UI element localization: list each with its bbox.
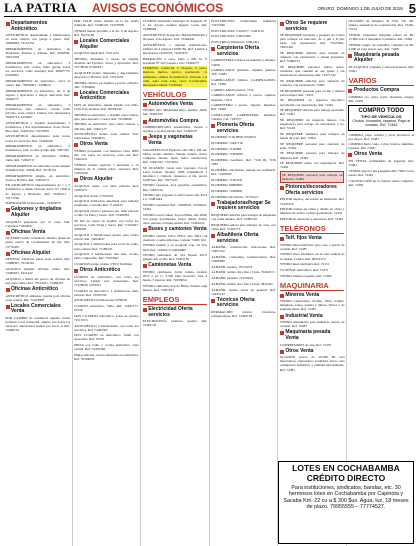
classified-ad: PINTOR en interiores y exteriores. Ref. 72481	[279, 216, 344, 221]
classified-ad: VENDO una vagoneta Land Cruiser año 2014 a 2. 72481444	[142, 193, 208, 202]
bullet-square-icon	[211, 299, 215, 303]
category-heading-text: Electricidad Oferta servicios	[148, 306, 193, 318]
category-heading	[6, 287, 71, 293]
category-heading	[211, 298, 276, 309]
category-heading	[280, 236, 345, 242]
category-heading-text: Técnicos Oferta servicios	[216, 296, 255, 309]
bullet-square-icon	[211, 234, 215, 238]
category-heading-text: Locales Comerciales Anticrético	[79, 89, 130, 102]
category-heading-text: Buses y camiones Venta	[148, 226, 207, 233]
classified-ad: COMPRO oro, plata, joyas, monedas, relojes. Ref. 72481	[348, 94, 415, 103]
classified-ad: SE REQUIERE personal ambos sexos, vendedor, que cuenten en sus ganas y sin experiencias, interesados, Ref. 72471742	[279, 65, 345, 78]
category-heading	[348, 53, 414, 64]
category-heading	[143, 263, 208, 269]
classified-ad: DEPARTAMENTO en anticrético, 3 dormitorios, sala, cocina, baño, garaje, todos los servicios. Calle Azurduy, Ref. 69997773, 65429991	[5, 60, 71, 78]
classified-ad: TIENDA, mezanine y cuarto de alquiler Avenida del Ejército, Sucre y Ayacucho. Ref. 52778918, 67300031	[74, 56, 139, 70]
bullet-square-icon	[74, 178, 78, 182]
classified-ad: CUARTO en anticrético, 2 dormitorios, baño privado. Ref. 72455558	[74, 288, 139, 297]
classified-ad: TV/SEÑAL anticrético, Ref. 72473	[279, 267, 329, 272]
classified-ad: OCASIÓN vendo consultorio médico dental en pleno centro de Cochabamba 49 m2. Ref. 72776435	[5, 236, 71, 249]
classified-ad: CARPINTERÍA trabajos en muebles y madera. 72496	[211, 58, 276, 67]
category-heading	[143, 102, 208, 108]
promo-title: LOTES EN COCHABAMBA CRÉDITO DIRECTO	[292, 463, 400, 483]
classified-ad: TIENDA en anticrético para varios rubros, a 200 mts. Ref. 72401127	[74, 122, 139, 131]
classified-ad: VENDO maquinaria para industria, precio de ocasión. Ref. 72481	[279, 320, 345, 329]
category-heading-text: Locales Comerciales Alquiler	[79, 37, 130, 50]
classified-ad: DOY CUARTO en anticrético, Junín con Ayacucho. Ref. 52555	[74, 333, 139, 342]
classified-ad: SE ALQUILA volqueta y retroexcavadora. Ref. 72401	[348, 65, 415, 74]
category-heading	[280, 293, 345, 299]
classified-ad: ANTICRÉTICO o alquiler habitaciones, edificio de 4 plantas 10.000 Bs. Ref. Llamar a interesados 72455555, 76165333	[142, 42, 208, 55]
classified-ad: DOY en anticrético tienda amplia con baño, Calle 6 de Octubre. Ref. 69594342	[74, 102, 139, 111]
classified-ad: DEPARTAMENTO en anticrético Oblitas, Junín. Ref. 72462717	[5, 153, 71, 163]
category-heading-text: Productos Compra	[353, 87, 399, 94]
bullet-square-icon	[143, 103, 147, 107]
category-heading	[6, 251, 71, 257]
classified-ad: ALBAÑIL realiza obra fina y bruta. 72404313	[211, 270, 275, 275]
classified-ad: PARA señorita, cuarto amoblado en anticrético. Ref. 76104033	[74, 352, 139, 362]
classified-ad: CAPILLANOS CARPINTERO, muebles, vidriera. Cel. 7185577	[211, 113, 276, 122]
bullet-square-icon	[348, 89, 352, 93]
column-4	[210, 19, 279, 546]
category-heading-text: Jeeps y vagonetas Venta	[148, 134, 193, 146]
category-heading-text: Oficinas Venta	[11, 228, 46, 235]
classified-ad: SE DA en cuarto en alquiler con todos los servicios, Calle Tarija y Sucre. Ref. 71102947, 5258916	[74, 218, 139, 231]
classified-ad: DEPARTAMENTO en anticrético, Av. 6 de Agosto y Ayacucho, a mayor anticresis. Ref. 76404777	[5, 88, 71, 101]
dateline: ORURO, DOMINGO 1 DE JULIO DE 2018	[317, 5, 403, 11]
classified-ad: PLOMERO. 74447116	[211, 141, 243, 146]
category-heading	[74, 91, 139, 102]
category-heading	[280, 21, 345, 32]
category-heading	[211, 123, 276, 134]
category-heading-text: Maquinaria pesada Venta	[285, 329, 331, 341]
classified-ad: PINTOR trabajo en calles y diseño en obras y limpieza de vidrio, trabajo garantizado. 72151	[279, 207, 345, 216]
category-heading-text: Albañilería Oferta servicios	[216, 232, 259, 244]
classified-ad: SE REQUIERE de urgencia mesero con experiencia para trabajo en restaurante y no. Ref. 72148	[279, 118, 345, 131]
category-heading-text: Galpones y tinglados Alquiler	[11, 206, 62, 218]
category-heading	[143, 307, 208, 318]
category-heading-text: Otros Se requiere servicios	[285, 20, 328, 32]
boxed-ad-line: Chutos, chocados, rayados. Pago al contado. Ref. 72481	[352, 119, 411, 128]
bullet-square-icon	[280, 331, 284, 335]
classified-ad: SE REQUIERE señorita para trabajar en cafetería con experiencia y buena presencia. Ref. 72486133	[279, 51, 345, 64]
bullet-square-icon	[6, 252, 10, 256]
classified-ad: PLOMERO. 69680967	[211, 183, 243, 188]
bullet-square-icon	[280, 350, 284, 354]
boxed-ad	[348, 105, 414, 131]
bullet-square-icon	[143, 264, 147, 268]
category-heading-text: Otros Alquiler	[79, 176, 113, 183]
category-heading-text: Carpintería Oferta servicios	[216, 45, 260, 57]
classified-ad: SE REQUIERE señorita para trabajo en tienda. Ref. 72401	[279, 108, 345, 117]
classified-ad: VENDO camión Volvo FH12, año 2004 con cuadrado o semi-remolque. Celular 72405 102	[142, 233, 208, 242]
classified-ad: ELECTRICISTA 71102477, 72401152	[211, 28, 264, 33]
classified-ad: ANTICRÉTICO o alquiler departamento 3 dormitorios y dos departamentos. Zona Norte. Pino. Ref. 72403104, 72233959	[5, 120, 71, 133]
classified-ad: PLOMERO. 7140068	[211, 146, 242, 151]
classified-ad: COMPRO fierro viejo, cobre, bronce, aluminio, baterías. Ref. 72481	[348, 142, 415, 151]
classified-ad: COMPRO/RECOJO automóviles, chutos o rayados y en mal estado. Ref. 72463107	[142, 125, 208, 134]
classified-ad: SE REQUIERE ayudante o pasajera de cocina para trabajar en mercado, de 2 pm a 8 pm, edad, con experiencia, Ref. 76125461, 76421491	[279, 33, 345, 50]
category-heading	[211, 46, 276, 57]
header-rule	[4, 16, 416, 17]
bullet-square-icon	[348, 54, 352, 58]
section-title: AVISOS ECONÓMICOS	[92, 1, 224, 15]
classified-ad: VENDO Chancadora, molino, filtro, bomba, máquinas, saltos, batería y dinero. Varios y de segunda mano. Ref. 72407	[279, 299, 345, 312]
section-heading: VARIOS	[348, 76, 414, 86]
classified-ad: CUARTOS garaje, planta. VIVO Terminal	[74, 262, 132, 266]
classified-ad: VENDO camioneta de 5x4 Nissan 2013, guinea sólo el año, Ref. 72401150	[142, 253, 208, 262]
category-heading	[211, 233, 276, 244]
classified-ad: CUARTO en anticrético, con todos los servicios. Llamar solo interesados. Ref. 71178040, 5253421	[74, 274, 139, 287]
category-heading	[74, 142, 139, 148]
classified-ad: SE OCASIÓN vendo una vagoneta Toyota Land Cruiser modelo 1980 rehabilitada a mecánica y cómoda, repuestos al día, precio 6.000 $us. Ref. 70573125	[142, 165, 208, 182]
bullet-square-icon	[143, 308, 147, 312]
classified-ad: POR VIAJE vendo tiendas en la Av. Adela Zamudio. Ref. 72460125, 72475008	[74, 19, 139, 28]
category-heading-text: Mineros Venta	[285, 291, 320, 298]
classified-ad: EN VENTA combustible de segunda. Ref. 72481	[348, 159, 415, 168]
category-heading-text: Pintores/decoradores Oferta servicios	[285, 184, 337, 196]
bullet-square-icon	[211, 202, 215, 206]
classified-ad: ALQUILO tienda Ref. 72511161	[74, 51, 120, 56]
classified-ad: CUARTO anticrético Pedregal de Sapiquia N° 4, Av. Agosto esquina Ignacio León. Ref. 72408904	[142, 19, 208, 32]
classified-ad: DEPARTAMENTO en anticrético, 2 dormitorios, sala comedor, cocina, baño privado, zona central. Llamar solo interesados 76403713, 6159207	[5, 102, 71, 119]
classified-ad: PIEZA con baño y cocina anticrético zona central. Ref. 72455566	[74, 343, 139, 352]
classified-ad: VENDO propiedad, con hermosa vista, 8000 m2, con todos los servicios, zona sud. Ref. 72404121	[74, 149, 139, 162]
category-heading-text: Otros Venta	[285, 347, 314, 354]
section-heading: EMPLEOS	[143, 295, 208, 305]
classified-ad: TIENDA céntrica en alquiler a precio cómodo. Telf. 71300466	[74, 80, 139, 89]
classified-ad: ALBAÑIL, contratista, construcciones. Ref. 72466060	[211, 255, 276, 264]
classified-ad: CARPINTERO a precio, cúpulas, muebles. Ref. 72481	[211, 103, 276, 112]
classified-ad: ALQUILO cuarto con baño privado. Ref. 72465271	[74, 183, 139, 192]
classified-ad: VENDO línea telefónica Ref. 72151	[279, 262, 330, 267]
classified-ad: VENDO terreno agrícola 5 hectáreas a 15 minutos de la ciudad sobre carretera. Ref. 72455566	[74, 162, 139, 176]
category-heading	[74, 177, 139, 183]
classified-ad: VENDO equipo de soldadura completo en Bs. 2.000 en todo precio solo. Ref. 72481	[348, 42, 415, 51]
classified-ad: ALBAÑIL realizo obras en general. Ref. 72445122	[211, 287, 276, 296]
category-heading	[143, 227, 208, 233]
classified-ad: PLOMERO electricista. 73153121	[211, 194, 259, 199]
category-heading-text: Oficinas Alquiler	[11, 249, 51, 256]
classified-ad: REQUIERO señorita para trabajar de empleada con cama adentro. Ref. 72485130	[211, 213, 276, 222]
classified-ad: ALBAÑIL experto. 76131074	[211, 264, 253, 269]
boxed-ad-line: TIPO DE VEHÍCULOS	[361, 113, 402, 119]
classified-ad: ALQUILO galponera por la zona Sud. Celulares 72404051	[5, 219, 71, 228]
classified-ad: ELECTRICISTA, plomero, gasista. Ref. 72462143	[142, 319, 208, 328]
classified-ad: VENDO camión y su acoplado Cap. 32 Ton, mod. Ref. 72461013, 69230080	[142, 243, 208, 252]
category-heading-text: Automóviles Compra	[148, 117, 199, 124]
category-heading-text: Automóviles Venta	[148, 100, 193, 107]
bullet-square-icon	[211, 47, 215, 51]
classified-ad: ANTICRÉTICO habitaciones 5258945	[74, 298, 128, 303]
category-heading-text: Maquinaria pesada Alquiler	[353, 51, 399, 64]
category-heading	[6, 21, 71, 32]
section-heading: TELÉFONOS	[280, 224, 345, 234]
classified-ad: ANTICRÉTICO departamento y habitaciones en zona central, con garaje a gusto. Telf. 76840063, 72112234	[5, 33, 71, 46]
classified-ad: SE REQUIERE personal para atención de sello. 72402	[279, 141, 345, 150]
category-heading	[74, 39, 139, 50]
classified-ad: VENDO negocio del Lengüete Alto 7000 con tu estufa. Ref. 72481	[348, 168, 415, 177]
category-heading-text: Otros Anticrético	[79, 267, 121, 274]
classified-ad: DEPARTAMENTO en anticrético zona antiguo Terminal, Ref. 25846, Ref. 76136116	[5, 163, 71, 172]
category-heading-text: Camionetas Venta	[148, 262, 192, 269]
classified-ad: PINTOR experto, decorador en interiores. Ref. 72455516	[279, 197, 345, 206]
category-heading-text: Oficinas Anticrético	[11, 285, 59, 292]
classified-ad: ANTICRÉTICO tienda zona central. Solo interesados. 72463823	[74, 132, 139, 141]
section-heading: MAQUINARIA	[280, 281, 345, 291]
bullet-square-icon	[74, 40, 78, 44]
classified-ad: ELECTRICISTA 710051966	[211, 34, 251, 39]
classified-ad: BARRACÓN a cona, baño a 600 m. Y Gardenia N° 225 Lupata a sólo 72402277	[142, 56, 208, 65]
classified-ad: VENDO Land Cruiser Toyota Hilux, año 2009, con garaje documentos, motor diésel, Tacna, cinco puertas, en buen estado, Ref. 72461016	[142, 212, 208, 225]
bullet-square-icon	[74, 269, 78, 273]
masthead: LA PATRIA	[4, 0, 77, 15]
classified-ad: SE REQUIERE vendedor para trabajar en tienda de ropa. Ref. 72402	[279, 131, 345, 140]
classified-ad: ALQUILO cuarto 77165478	[74, 193, 113, 198]
boxed-ad-line: COMPRO TODO	[358, 108, 405, 114]
classified-ad: VENDO cualquiera máquina entera en Bs. 15.000 todo 3 máquinas 3 pulidora. Ref. 72481	[348, 32, 415, 41]
category-heading	[143, 135, 208, 146]
category-heading	[280, 185, 345, 196]
classified-ad: PLOMERO. 71906960	[211, 152, 243, 157]
category-heading	[348, 88, 414, 94]
classified-ad: ALQUILO amplias oficinas centro. Ref. 72485637, 5221422	[5, 267, 71, 276]
classified-ad: ALBAÑIL realiza obra fina y bruta. 4811092	[211, 281, 273, 286]
classified-ad: CARPILLANOS vidriera a precio, cúpulas, muebles. 72411	[211, 93, 276, 102]
classified-ad: TIENDA en anticrético o alquiler zona central, apto para deposito o venta. Ref. 76130096	[74, 112, 139, 121]
classified-ad: ALQUILO 2 habitaciones una sala, cocina, baño compartido. Ref. 72104561	[74, 252, 139, 261]
classified-ad: VENDO auto Mitsubishi Rejo, modelo 2004, full. 72461045	[142, 108, 208, 117]
classified-ad: SE REQUIERE personal para cocina y mesera para trabajar. Ref. 72451	[279, 88, 345, 97]
bullet-square-icon	[6, 305, 10, 309]
classified-ad: HABITACIÓN Sobrevenida - 72465070	[5, 201, 61, 206]
category-heading-text: Locales Comerciales Venta	[11, 302, 61, 315]
category-heading	[280, 349, 345, 355]
classified-ad: ALQUILO habitación amoblada para señorita estudiante, con baño Ref. 71120333	[74, 199, 139, 208]
classified-ad: PLOMERO. 71403321	[211, 177, 243, 182]
bullet-square-icon	[280, 237, 284, 241]
highlighted-ad: SE REQUIERE personal para trabajar en farmacia, 72484	[280, 171, 345, 183]
category-heading-text: Industrial Venta	[285, 312, 323, 319]
classified-ad: POR CAMBIO de residencia urgente vendo hermoso local comercial, amplio con todos los servicios. Interesados llamar por favor al Telf. 72469134	[5, 315, 71, 333]
bullet-square-icon	[280, 294, 284, 298]
classified-ad: ELECTRICO Industrial. 72481491	[211, 40, 260, 45]
classified-ad: VAGONETA Ford Explorer, año 2001, full aut. Varias recién cambios. Vender, batería, motor completo, llantas, tapiz, radio, calefacción. Ref. 72461025, 72473014	[142, 147, 208, 164]
classified-ad: OCASIÓN precio de 20.000 Bs una mezcladora, chancadora, soldadora, fierro, una compresora industrial, y también herramientas. Ref. 72481	[279, 355, 345, 372]
category-heading	[211, 201, 276, 212]
classified-ad: COMPRO, papa, cebolla y otros productos al por mayor. Ref. 72481	[348, 132, 415, 141]
bullet-square-icon	[280, 22, 284, 26]
classified-ad: ANTICRÉTICO 2 habitaciones, con todos los servicios. Ref. 72463307	[74, 323, 139, 332]
category-heading	[280, 314, 345, 320]
classified-ad: REPARACIÓN técnico lavadoras, refrigeradores, Ref. 72462104	[211, 309, 276, 318]
category-heading	[74, 268, 139, 274]
classified-ad: ALBAÑIL, construcción, refacciones. Ref. 72401122	[211, 245, 276, 254]
classified-ad: VENDO camioneta, doble cabina, modelo 2013 a su cc, 3.500 kms recorrido, 4x4, 4 buena, 5 puertas. Ref. 72458054	[142, 270, 208, 283]
bullet-square-icon	[280, 315, 284, 319]
classified-ad: DEPARTAMENTO en anticrético, cerca al centro. Ref. 76040003 - 5258910	[5, 78, 71, 87]
classified-ad: VENDO teléfono urgente. Ref. 72483	[279, 273, 332, 278]
classified-ad: DEPARTAMENTO amplio, en anticrético Tacna y Bolívar. Ref. 72404153	[5, 173, 71, 182]
classified-ad: VENDO vagonetas Ref. 72458010, 72503621, 74461	[142, 203, 208, 212]
classified-ad: CALEFACCIÓN en la ciudad, vendo completo. Ref. 72481	[348, 178, 415, 187]
classified-ad: ANTICRÉTICO ambiente grande para oficina zona central. Ref. 72104508	[5, 293, 71, 302]
classified-ad: SE REQUIERE persona para trabajos de limpieza. Ref. 72481	[279, 151, 345, 160]
classified-ad: COMPRESORES de aire, Ref. 72470	[279, 342, 332, 347]
classified-ad: SE REQUIERE señorita para atención de comedor, con experiencia. 72481	[279, 78, 345, 87]
classified-ad: ALQUILO cuarto a persona sola, baño privado a calle. La Plata y Sucre. Telf. 72450081	[74, 209, 139, 218]
bullet-square-icon	[74, 92, 78, 96]
classified-ad: SE REQUIERE sastre con experiencia. Ref. 72481	[279, 161, 345, 170]
bullet-square-icon	[6, 231, 10, 235]
category-heading	[143, 119, 208, 125]
bullet-square-icon	[6, 22, 10, 26]
classified-ad: ALQUILO 2 habitaciones para local de venta, zona central. Ref. 71186545	[74, 242, 139, 251]
promo-box	[278, 461, 414, 544]
classified-ad: ALQUILO 2 habitaciones juntas, para varios rubros. Ref. 74004047	[74, 232, 139, 241]
classified-ad: PLOMERO, Gasfitero, Ref. 7149 49, 7136 5963	[211, 158, 276, 167]
classified-ad: OFICINA: Sindicato ideal, zona central. Ref. 72468397, 76136161	[5, 257, 71, 266]
classified-ad: SE REQUIERE de urgencia mecánico automotriz con experiencia. Ref. 72461	[279, 98, 345, 107]
classified-ad: CUARTO anticrético, Valle. Ref. 72461177, 67230	[74, 304, 139, 313]
category-heading	[6, 230, 71, 236]
classified-ad: VENDO línea telefónica para casa, a precio de ocasión. Ref. 72487	[279, 242, 345, 251]
classified-ad: VENDO tienda próxima a la Av. 6 de Agosto. Ref. 76151168	[74, 28, 139, 37]
classified-ad: ANTICRÉTICO de Agosto, Hernán Ballivián y Oropeza, 6 de Agosto. Telf. 72494443	[142, 32, 208, 41]
classified-ad: DEPARTAMENTO en anticrético, 2 dormitorios, sala, cocina, garaje. Ref. 5287345	[5, 144, 71, 153]
bullet-square-icon	[143, 120, 147, 124]
column-1	[4, 19, 73, 546]
category-heading-text: Otros Venta	[353, 151, 383, 158]
column-2	[73, 19, 142, 546]
category-heading-text: Plomería Oferta servicios	[216, 122, 255, 134]
classified-ad: ELECTRICISTA domiciliario industrial 72255466	[211, 19, 276, 28]
bullet-square-icon	[143, 228, 147, 232]
classified-ad: DEPARTAMENTO en anticrético en Presidente Montes y Aldana, Ref. 4292836, 76613356	[5, 47, 71, 60]
classified-ad: CARPILLANOS planchas, cúpulas, puertas. Telf. 72481	[211, 68, 276, 77]
category-heading-text: Telf. fijos Venta	[285, 235, 322, 242]
page-header	[4, 0, 416, 16]
highlighted-ad: TERRENO comercial 2 bloques, 4 pisos, mayores metros, precios ponderado. 14 ambientes, señales de habitación. Ubicado a la calle, zona Cala Cala, cerca Cochabamba. Interesados llamar 71196616	[142, 66, 208, 87]
section-heading: VEHÍCULOS	[143, 90, 208, 100]
bullet-square-icon	[143, 136, 147, 140]
classified-ad: ANTICRÉTICO departamento zona norte, todos los servicios. Ref. 72402026	[5, 134, 71, 143]
column-3	[141, 19, 210, 546]
classified-ad: PLOMERO, electricista, trabajos de Gasfitería, Ref. 71403000	[211, 167, 276, 177]
classified-ad: PLOMERO 7149 8859, 6323051	[211, 135, 257, 140]
classified-ad: PLOMERO. 72480081	[211, 189, 243, 194]
classified-ad: ALBAÑIL plomero 72152950	[211, 276, 253, 281]
classified-ad: VENDO vagoneta, 4x4, gasolina, automática. Ref. 72462124	[142, 183, 208, 192]
classified-ad: CARPILLANOS puertas. 7152	[211, 87, 254, 92]
classified-ad: ALQUILO a mitad del precio de oficinas en una zona centro Ref. 70513021, 72466316	[5, 276, 71, 285]
classified-ad: VENDO camioneta Toyota Hilux, modelo aqui mejora. Ref. 72461021	[142, 283, 208, 292]
classified-ad: EN ANTICRÉTICO Departamentos de 1 y 2 dormitorios a dueño ubicado Sucre N° 1308 A de Agosto y Backovic. Ref. 72460111 - 76171766	[5, 183, 71, 200]
bullet-square-icon	[6, 288, 10, 292]
classified-ad: REQUIERO señora para trabajos de casa, con cama. Ref. 72403175	[211, 222, 276, 231]
category-heading	[348, 152, 414, 158]
page-number: 5	[408, 0, 416, 16]
category-heading	[280, 330, 345, 341]
category-heading	[6, 207, 71, 218]
bullet-square-icon	[74, 143, 78, 147]
category-heading-text: Departamentos Anticrético	[11, 20, 48, 32]
bullet-square-icon	[6, 208, 10, 212]
classified-ad: VENDO línea telefónica en la zona central de la ciudad. Celular. Ref. 69552153	[279, 252, 345, 261]
category-heading-text: Trabajadoras/hogar Se requiere servicios	[216, 199, 271, 212]
bullet-square-icon	[280, 186, 284, 190]
classified-ad: CARPILLANOS vidriera, CAMPILLANOS. Ref. 72481	[211, 78, 276, 87]
classified-ad: ALQUILER tienda, mezanine y departamento Ayacucho y Bolívar. Telf. 72512233	[74, 70, 139, 79]
promo-body: Para instituciones, sindicatos, bandas, etc. 30 hermosos lotes en Cochabamba por Capinota y Sacaba Km. 22 cu a $ 300 $us. Agua, luz, 18 meses de plazo. 79955555 – 77774527.	[283, 485, 409, 511]
classified-ad: DOY CUARTOS anticrético. Lotes de cuartos 72115555	[74, 313, 139, 322]
bullet-square-icon	[348, 153, 352, 157]
category-heading-text: Otros Venta	[79, 141, 108, 148]
classified-ad: OCASIÓN de máquina de 37m. 33l, 56l. Quiera, pensadora de construcción, Ref. 72481, 73154	[348, 19, 415, 32]
bullet-square-icon	[211, 124, 215, 128]
category-heading	[6, 304, 71, 315]
